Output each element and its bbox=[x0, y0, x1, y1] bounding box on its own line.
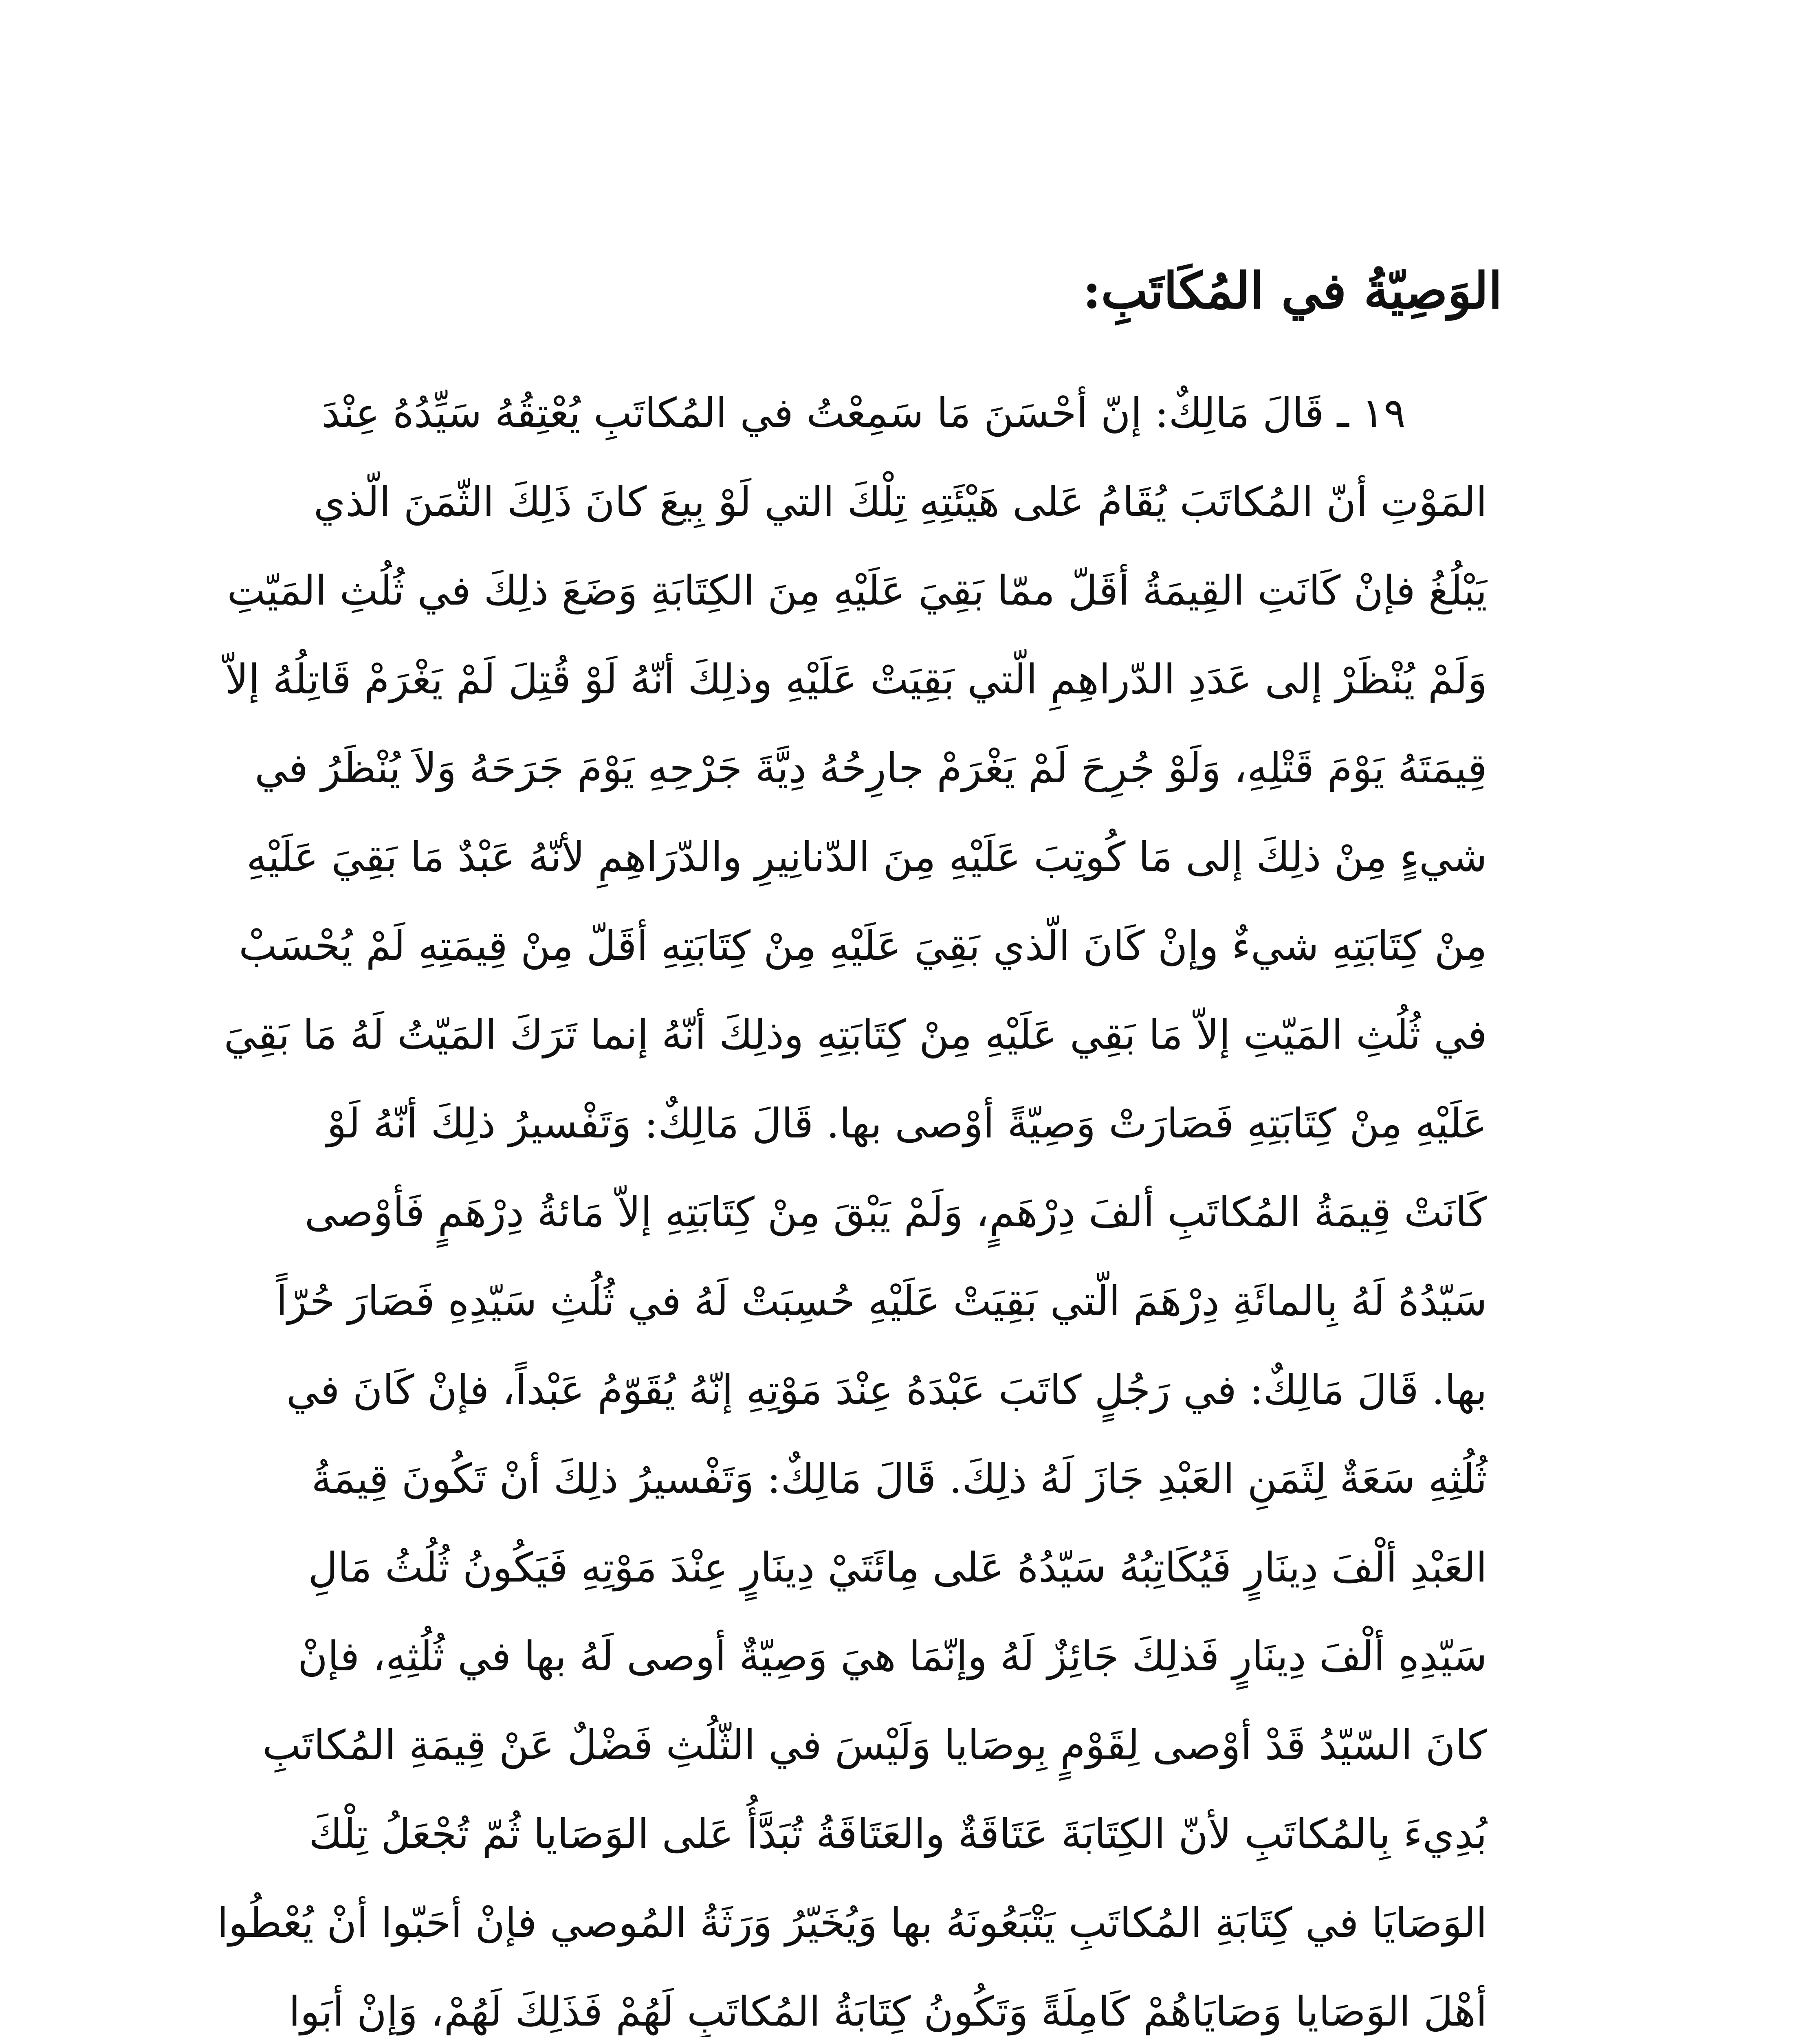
text-line: بها. قَالَ مَالِكٌ: في رَجُلٍ كاتَبَ عَبْدَهُ عِنْدَ مَوْتِهِ إنّهُ يُقَوّمُ عَبْداً، فإنْ كَانَ في bbox=[286, 1366, 1487, 1414]
text-line: شيءٍ مِنْ ذلِكَ إلى مَا كُوتِبَ عَلَيْهِ مِنَ الدّنانِيرِ والدّرَاهِمِ لأنّهُ عَبْدٌ مَا بَقِيَ عَلَيْهِ bbox=[246, 833, 1487, 881]
section-heading: الوَصِيّةُ في المُكَاتَبِ: bbox=[1083, 261, 1502, 320]
text-line: سَيّدِهِ ألْفَ دِينَارٍ فَذلِكَ جَائِزٌ لَهُ وإنّمَا هيَ وَصِيّةٌ أوصى لَهُ بها في ثُلُثِهِ، فإنْ bbox=[297, 1632, 1487, 1680]
text-line: قِيمَتَهُ يَوْمَ قَتْلِهِ، وَلَوْ جُرِحَ لَمْ يَغْرَمْ جارِحُهُ دِيَّةَ جَرْحِهِ يَوْمَ جَرَحَهُ وَلاَ يُنْظَرُ في bbox=[254, 744, 1487, 792]
text-line: سَيّدُهُ لَهُ بِالمائَةِ دِرْهَمَ الّتي بَقِيَتْ عَلَيْهِ حُسِبَتْ لَهُ في ثُلُثِ سَيّدِهِ فَصَارَ حُرّاً bbox=[276, 1277, 1487, 1325]
text-line: مِنْ كِتَابَتِهِ شيءٌ وإنْ كَانَ الّذي بَقِيَ عَلَيْهِ مِنْ كِتَابَتِهِ أقَلّ مِنْ قِيمَتِهِ لَمْ يُحْسَبْ bbox=[238, 922, 1487, 970]
text-line: وَلَمْ يُنْظَرْ إلى عَدَدِ الدّراهِمِ الّتي بَقِيَتْ عَلَيْهِ وذلِكَ أنّهُ لَوْ قُتِلَ لَمْ يَغْرَمْ قَاتِلُهُ إلاّ bbox=[225, 656, 1487, 703]
text-line: في ثُلُثِ المَيّتِ إلاّ مَا بَقِي عَلَيْهِ مِنْ كِتَابَتِهِ وذلِكَ أنّهُ إنما تَرَكَ المَيّتُ لَهُ مَا بَقِيَ bbox=[224, 1011, 1487, 1058]
text-line: يَبْلُغُ فإنْ كَانَتِ القِيمَةُ أقَلّ ممّا بَقِيَ عَلَيْهِ مِنَ الكِتَابَةِ وَضَعَ ذلِكَ في ثُلُثِ المَيّتِ bbox=[227, 567, 1487, 614]
text-line: أهْلَ الوَصَايا وَصَايَاهُمْ كَامِلَةً وَتَكُونُ كِتَابَةُ المُكاتَبِ لَهُمْ فَذَلِكَ لَهُمْ، وَإنْ أبَوا bbox=[288, 1988, 1487, 2035]
text-line: كَانَتْ قِيمَةُ المُكاتَبِ ألفَ دِرْهَمٍ، وَلَمْ يَبْقَ مِنْ كِتَابَتِهِ إلاّ مَائةُ دِرْهَمٍ فَأوْصى bbox=[304, 1188, 1487, 1236]
text-line: ثُلُثِهِ سَعَةٌ لِثَمَنِ العَبْدِ جَازَ لَهُ ذلِكَ. قَالَ مَالِكٌ: وَتَفْسيرُ ذلِكَ أنْ تَكُونَ قِيمَةُ bbox=[311, 1455, 1487, 1502]
text-line: ١٩ ـ قَالَ مَالِكٌ: إنّ أحْسَنَ مَا سَمِعْتُ في المُكاتَبِ يُعْتِقُهُ سَيِّدُهُ عِنْدَ bbox=[321, 389, 1406, 437]
body-paragraph bbox=[217, 369, 1487, 2037]
text-line: بُدِيءَ بِالمُكاتَبِ لأنّ الكِتَابَةَ عَتَاقَةٌ والعَتَاقَةُ تُبَدَّأُ عَلى الوَصَايا ثُمّ تُجْعَلُ تِلْكَ bbox=[308, 1810, 1487, 1858]
text-line: عَلَيْهِ مِنْ كِتَابَتِهِ فَصَارَتْ وَصِيّةً أوْصى بها. قَالَ مَالِكٌ: وَتَفْسيرُ ذلِكَ أنّهُ لَوْ bbox=[327, 1100, 1487, 1147]
text-line: المَوْتِ أنّ المُكاتَبَ يُقَامُ عَلى هَيْئَتِهِ تِلْكَ التي لَوْ بِيعَ كانَ ذَلِكَ الثّمَنَ الّذي bbox=[313, 478, 1487, 526]
text-line: كانَ السّيّدُ قَدْ أوْصى لِقَوْمٍ بِوصَايا وَلَيْسَ في الثّلُثِ فَضْلٌ عَنْ قِيمَةِ المُكاتَبِ bbox=[262, 1721, 1487, 1769]
text-line: العَبْدِ ألْفَ دِينَارٍ فَيُكَاتِبُهُ سَيّدُهُ عَلى مِائَتَيْ دِينَارٍ عِنْدَ مَوْتِهِ فَيَكُونُ ثُلُثُ مَالِ bbox=[308, 1544, 1487, 1591]
text-line: الوَصَايَا في كِتَابَةِ المُكاتَبِ يَتْبَعُونَهُ بها وَيُخَيّرُ وَرَثَةُ المُوصي فإنْ أحَبّوا أنْ يُعْطُوا bbox=[217, 1899, 1487, 1947]
